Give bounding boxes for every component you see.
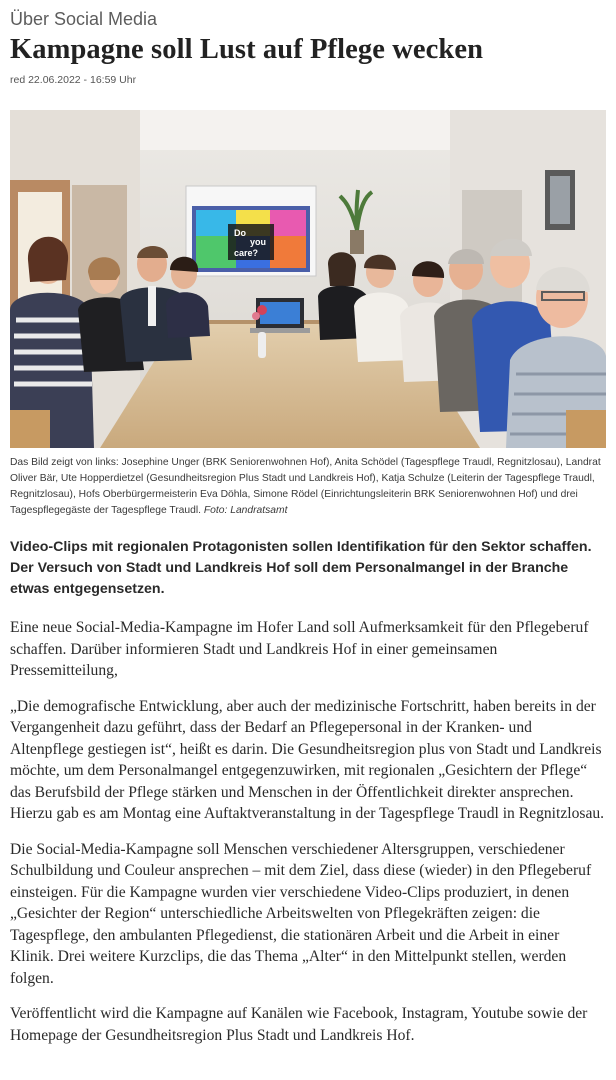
screen-tile: [270, 236, 306, 268]
caption-text: Das Bild zeigt von links: Josephine Unger (BRK Seniorenwohnen Hof), Anita Schödel (Tagespflege Traudl, Regnitzlosau), Landrat Oliver Bär, Ute Hopperdietzel (Gesundheitsregion Plus Stadt und Landkreis Hof), Katja Schulze (Leiterin der Tagespflege Traudl, Regnitzlosau), Hofs Oberbürgermeisterin Eva Döhla, Simone Rödel (Einrichtungsleiterin BRK Seniorenwohnen Hof) und drei Tagespflegegäste der Tagespflege Traudl.: [10, 457, 601, 516]
article-photo[interactable]: [10, 110, 606, 448]
screen-text-1: Do: [234, 228, 246, 238]
photo-caption: [10, 455, 606, 519]
paragraph: Veröffentlicht wird die Kampagne auf Kanälen wie Facebook, Instagram, Youtube sowie der Homepage der Gesundheitsregion Plus Stadt und Landkreis Hof.: [10, 1005, 588, 1044]
paragraph: Eine neue Social-Media-Kampagne im Hofer Land soll Aufmerksamkeit für den Pflegeberuf schaffen. Darüber informieren Stadt und Landkreis Hof in einer gemeinsamen Pressemitteilung,: [10, 619, 589, 679]
article-body: [10, 617, 606, 1060]
photo-credit: Foto: Landratsamt: [203, 505, 288, 516]
article-headline: Kampagne soll Lust auf Pflege wecken: [10, 34, 484, 65]
photo-group-meeting: [10, 110, 606, 448]
paragraph: „Die demografische Entwicklung, aber auch der medizinische Fortschritt, haben bereits in der Vergangenheit dazu geführt, dass der Bedarf an Pflegepersonal in der Kranken- und Altenpflege gestiegen ist“, heißt es darin. Die Gesundheitsregion plus von Stadt und Landkreis möchte, um dem Personalmangel entgegenzuwirken, mit regionalen „Gesichtern der Pflege“ das Berufsbild der Pflege stärken und Menschen in der Öffentlichkeit direkter ansprechen. Hierzu gab es am Montag eine Auftaktveranstaltung in der Tagespflege Traudl in Regnitzlosau.: [10, 697, 605, 822]
article-lead: Video-Clips mit regionalen Protagonisten sollen Identifikation für den Sektor schaffen. Der Versuch von Stadt und Landkreis Hof soll dem Personalmangel in der Branche etwas entgegensetzen.: [10, 539, 592, 597]
paragraph: Die Social-Media-Kampagne soll Menschen verschiedener Altersgruppen, verschiedener Schulbildung und Couleur ansprechen – mit dem Ziel, dass diese (wieder) in den Pflegeberuf einsteigen. Für die Kampagne wurden vier verschiedene Video-Clips produziert, in denen „Gesichter der Region“ unterschiedliche Arbeitswelten von Pflegekräften zeigen: die Tagespflege, den ambulanten Pflegedienst, die stationären Arbeit und die Arbeit in einer Klinik. Drei weitere Kurzclips, die das Thema „Alter“ in den Mittelpunkt stellen, werden folgen.: [10, 840, 592, 987]
screen-text-3: care?: [234, 248, 259, 258]
article-kicker: Über Social Media: [10, 9, 158, 29]
article-meta: red 22.06.2022 - 16:59 Uhr: [10, 74, 137, 86]
screen-tile: [270, 210, 306, 236]
screen-text-2: you: [250, 237, 267, 247]
